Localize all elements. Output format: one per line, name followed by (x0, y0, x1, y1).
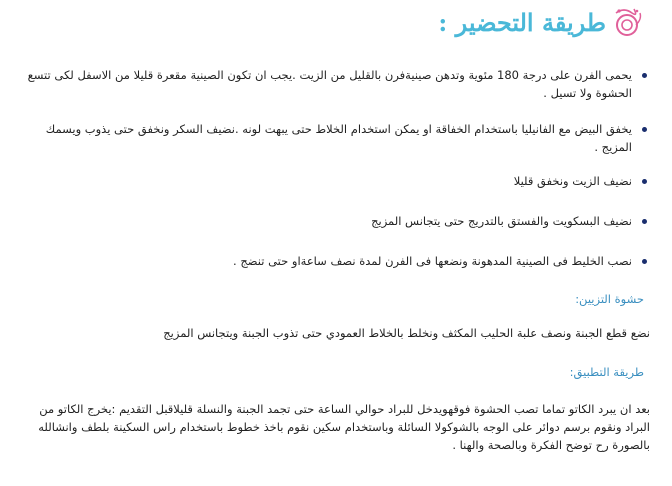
list-item (20, 66, 650, 102)
step-text: يحمى الفرن على درجة 180 مئوية وتدهن صينيةفرن بالقليل من الزيت .يجب ان تكون الصينية مقعرة قليلا من الاسفل لكى تتسع الحشوة ولا تسيل . (27, 68, 632, 100)
bullet-icon (642, 179, 647, 184)
serving-section-text: بعد ان يبرد الكاتو تماما تصب الحشوة فوقهويدخل للبراد حوالي الساعة حتى تجمد الجبنة والنسلة قليلاقبل التقديم :يخرج الكاتو من البراد ونقوم برسم دوائر على الوجه بالشوكولا السائلة وباستخدام سكين نقوم باخذ خطوط باستخدام راس السكينة بلطف وانشالله بالصورة رح توضح الفكرة وبالصحة والهنا . (38, 402, 650, 452)
bullet-icon (642, 259, 647, 264)
bullet-icon (642, 127, 647, 132)
list-item (20, 120, 650, 156)
page-title: طريقة التحضير : (438, 7, 606, 37)
serving-section-title: طريقة التطبيق: (569, 365, 644, 379)
step-text: نضيف الزيت ونخفق قليلا (513, 174, 632, 188)
list-item (20, 212, 650, 230)
recipe-header (438, 2, 644, 42)
step-text: يخفق البيض مع الفانيليا باستخدام الخفاقة او يمكن استخدام الخلاط حتى يبهت لونه .نضيف السكر ونخفق حتى يذوب ويسمك المزيج . (45, 122, 632, 154)
step-text: نصب الخليط فى الصينية المدهونة ونضعها فى الفرن لمدة نصف ساعةاو حتى تنضج . (233, 254, 632, 268)
decorative-swirl-icon (610, 5, 644, 39)
bullet-icon (642, 219, 647, 224)
list-item (20, 172, 650, 190)
filling-section-text: نضع قطع الجبنة ونصف علبة الحليب المكثف ونخلط بالخلاط العمودي حتى تذوب الجبنة ويتجانس المزيج (163, 326, 650, 340)
filling-section-title: حشوة التزيين: (575, 292, 644, 306)
preparation-steps-list (20, 66, 650, 270)
bullet-icon (642, 73, 647, 78)
step-text: نضيف البسكويت والفستق بالتدريج حتى يتجانس المزيج (371, 214, 632, 228)
list-item (20, 252, 650, 270)
